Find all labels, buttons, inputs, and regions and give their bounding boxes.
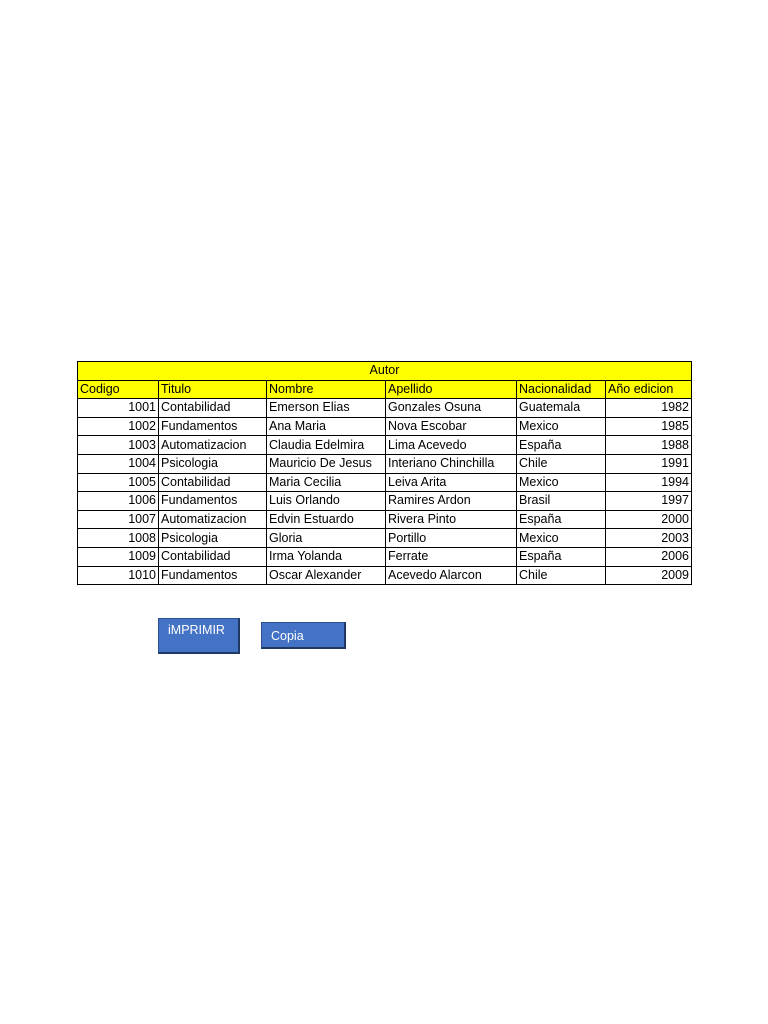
cell-titulo[interactable]: Fundamentos xyxy=(159,566,267,585)
cell-codigo[interactable]: 1002 xyxy=(78,417,159,436)
cell-codigo[interactable]: 1003 xyxy=(78,436,159,455)
table-row xyxy=(78,454,692,473)
cell-ano-edicion[interactable]: 1997 xyxy=(606,492,692,511)
cell-nombre[interactable]: Irma Yolanda xyxy=(267,547,386,566)
cell-apellido[interactable]: Portillo xyxy=(386,529,517,548)
cell-codigo[interactable]: 1009 xyxy=(78,547,159,566)
table-row xyxy=(78,417,692,436)
cell-nacionalidad[interactable]: Mexico xyxy=(517,473,606,492)
cell-codigo[interactable]: 1007 xyxy=(78,510,159,529)
cell-nombre[interactable]: Gloria xyxy=(267,529,386,548)
table-title[interactable]: Autor xyxy=(78,362,692,381)
cell-ano-edicion[interactable]: 2006 xyxy=(606,547,692,566)
cell-titulo[interactable]: Automatizacion xyxy=(159,436,267,455)
cell-ano-edicion[interactable]: 1985 xyxy=(606,417,692,436)
cell-apellido[interactable]: Nova Escobar xyxy=(386,417,517,436)
cell-codigo[interactable]: 1004 xyxy=(78,454,159,473)
header-apellido[interactable]: Apellido xyxy=(386,380,517,399)
cell-ano-edicion[interactable]: 2003 xyxy=(606,529,692,548)
table-row xyxy=(78,399,692,418)
cell-ano-edicion[interactable]: 2009 xyxy=(606,566,692,585)
cell-nombre[interactable]: Luis Orlando xyxy=(267,492,386,511)
header-titulo[interactable]: Titulo xyxy=(159,380,267,399)
table-row xyxy=(78,529,692,548)
cell-nacionalidad[interactable]: Guatemala xyxy=(517,399,606,418)
table-title-row xyxy=(78,362,692,381)
table-row xyxy=(78,436,692,455)
table-header-row xyxy=(78,380,692,399)
cell-apellido[interactable]: Lima Acevedo xyxy=(386,436,517,455)
imprimir-button[interactable]: iMPRIMIR xyxy=(158,618,240,654)
header-nacionalidad[interactable]: Nacionalidad xyxy=(517,380,606,399)
cell-apellido[interactable]: Interiano Chinchilla xyxy=(386,454,517,473)
cell-ano-edicion[interactable]: 1994 xyxy=(606,473,692,492)
cell-apellido[interactable]: Acevedo Alarcon xyxy=(386,566,517,585)
cell-nombre[interactable]: Claudia Edelmira xyxy=(267,436,386,455)
cell-titulo[interactable]: Contabilidad xyxy=(159,473,267,492)
cell-titulo[interactable]: Fundamentos xyxy=(159,492,267,511)
cell-nombre[interactable]: Ana Maria xyxy=(267,417,386,436)
cell-nacionalidad[interactable]: España xyxy=(517,436,606,455)
cell-nacionalidad[interactable]: España xyxy=(517,510,606,529)
header-ano-edicion[interactable]: Año edicion xyxy=(606,380,692,399)
cell-codigo[interactable]: 1006 xyxy=(78,492,159,511)
cell-nombre[interactable]: Maria Cecilia xyxy=(267,473,386,492)
cell-apellido[interactable]: Leiva Arita xyxy=(386,473,517,492)
cell-nombre[interactable]: Oscar Alexander xyxy=(267,566,386,585)
cell-titulo[interactable]: Contabilidad xyxy=(159,399,267,418)
cell-apellido[interactable]: Gonzales Osuna xyxy=(386,399,517,418)
cell-nombre[interactable]: Edvin Estuardo xyxy=(267,510,386,529)
table-body xyxy=(78,399,692,585)
cell-ano-edicion[interactable]: 1982 xyxy=(606,399,692,418)
cell-apellido[interactable]: Ramires Ardon xyxy=(386,492,517,511)
cell-codigo[interactable]: 1001 xyxy=(78,399,159,418)
cell-nacionalidad[interactable]: Mexico xyxy=(517,417,606,436)
cell-titulo[interactable]: Contabilidad xyxy=(159,547,267,566)
cell-nacionalidad[interactable]: Chile xyxy=(517,454,606,473)
cell-nacionalidad[interactable]: Chile xyxy=(517,566,606,585)
cell-apellido[interactable]: Ferrate xyxy=(386,547,517,566)
cell-titulo[interactable]: Psicologia xyxy=(159,454,267,473)
copia-button[interactable]: Copia xyxy=(261,622,346,649)
cell-nacionalidad[interactable]: España xyxy=(517,547,606,566)
table-row xyxy=(78,492,692,511)
cell-titulo[interactable]: Fundamentos xyxy=(159,417,267,436)
cell-codigo[interactable]: 1008 xyxy=(78,529,159,548)
authors-table xyxy=(77,361,692,585)
cell-nacionalidad[interactable]: Brasil xyxy=(517,492,606,511)
cell-apellido[interactable]: Rivera Pinto xyxy=(386,510,517,529)
table-row xyxy=(78,547,692,566)
cell-titulo[interactable]: Automatizacion xyxy=(159,510,267,529)
cell-nombre[interactable]: Mauricio De Jesus xyxy=(267,454,386,473)
cell-nombre[interactable]: Emerson Elias xyxy=(267,399,386,418)
cell-ano-edicion[interactable]: 2000 xyxy=(606,510,692,529)
header-nombre[interactable]: Nombre xyxy=(267,380,386,399)
cell-nacionalidad[interactable]: Mexico xyxy=(517,529,606,548)
table-row xyxy=(78,566,692,585)
cell-ano-edicion[interactable]: 1988 xyxy=(606,436,692,455)
cell-codigo[interactable]: 1005 xyxy=(78,473,159,492)
table-row xyxy=(78,473,692,492)
table-row xyxy=(78,510,692,529)
cell-ano-edicion[interactable]: 1991 xyxy=(606,454,692,473)
cell-codigo[interactable]: 1010 xyxy=(78,566,159,585)
header-codigo[interactable]: Codigo xyxy=(78,380,159,399)
cell-titulo[interactable]: Psicologia xyxy=(159,529,267,548)
